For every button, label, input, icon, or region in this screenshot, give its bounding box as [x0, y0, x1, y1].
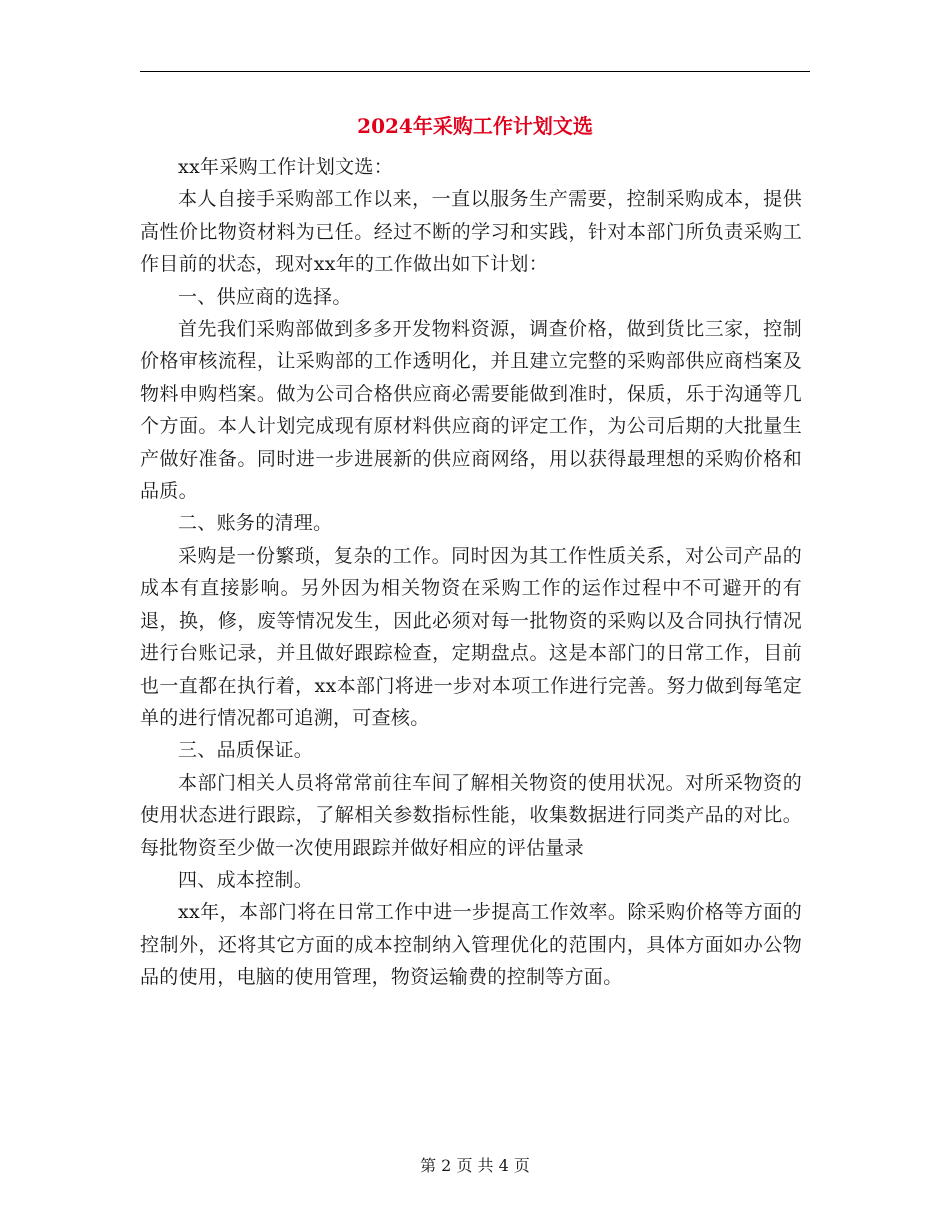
section-heading-quality: 三、品质保证。 [178, 739, 314, 762]
section-body-accounts: 采购是一份繁琐，复杂的工作。同时因为其工作性质关系，对公司产品的成本有直接影响。另外因为相关物资在采购工作的运作过程中不可避开的有退，换，修，废等情况发生，因此必须对每一批物资的采购以及合同执行情况进行台账记录，并且做好跟踪检查，定期盘点。这是本部门的日常工作，目前也一直都在执行着，xx本部门将进一步对本项工作进行完善。努力做到每笔定单的进行情况都可追溯，可查核。 [140, 544, 802, 729]
header-rule [140, 71, 810, 72]
document-title: 2024年采购工作计划文选 [357, 114, 593, 138]
section-heading-supplier-selection: 一、供应商的选择。 [178, 285, 352, 308]
section-heading-accounts: 二、账务的清理。 [178, 512, 333, 535]
section-body-supplier-selection: 首先我们采购部做到多多开发物料资源，调查价格，做到货比三家，控制价格审核流程，让采购部的工作透明化，并且建立完整的采购部供应商档案及物料申购档案。做为公司合格供应商必需要能做到准时，保质，乐于沟通等几个方面。本人计划完成现有原材料供应商的评定工作，为公司后期的大批量生产做好准备。同时进一步进展新的供应商网络，用以获得最理想的采购价格和品质。 [140, 318, 802, 503]
section-body-cost-control: xx年，本部门将在日常工作中进一步提高工作效率。除采购价格等方面的控制外，还将其它方面的成本控制纳入管理优化的范围内，具体方面如办公物品的使用，电脑的使用管理，物资运输费的控制等方面。 [140, 901, 802, 989]
paragraph-intro: 本人自接手采购部工作以来，一直以服务生产需要，控制采购成本，提供高性价比物资材料为已任。经过不断的学习和实践，针对本部门所负责采购工作目前的状态，现对xx年的工作做出如下计划： [140, 188, 802, 276]
intro-line: xx年采购工作计划文选： [178, 156, 394, 178]
page-number-footer: 第 2 页 共 4 页 [420, 1156, 530, 1175]
document-body [140, 151, 802, 994]
section-body-quality: 本部门相关人员将常常前往车间了解相关物资的使用状况。对所采物资的使用状态进行跟踪，了解相关参数指标性能，收集数据进行同类产品的对比。每批物资至少做一次使用跟踪并做好相应的评估量录 [140, 771, 802, 859]
section-heading-cost-control: 四、成本控制。 [178, 868, 314, 891]
